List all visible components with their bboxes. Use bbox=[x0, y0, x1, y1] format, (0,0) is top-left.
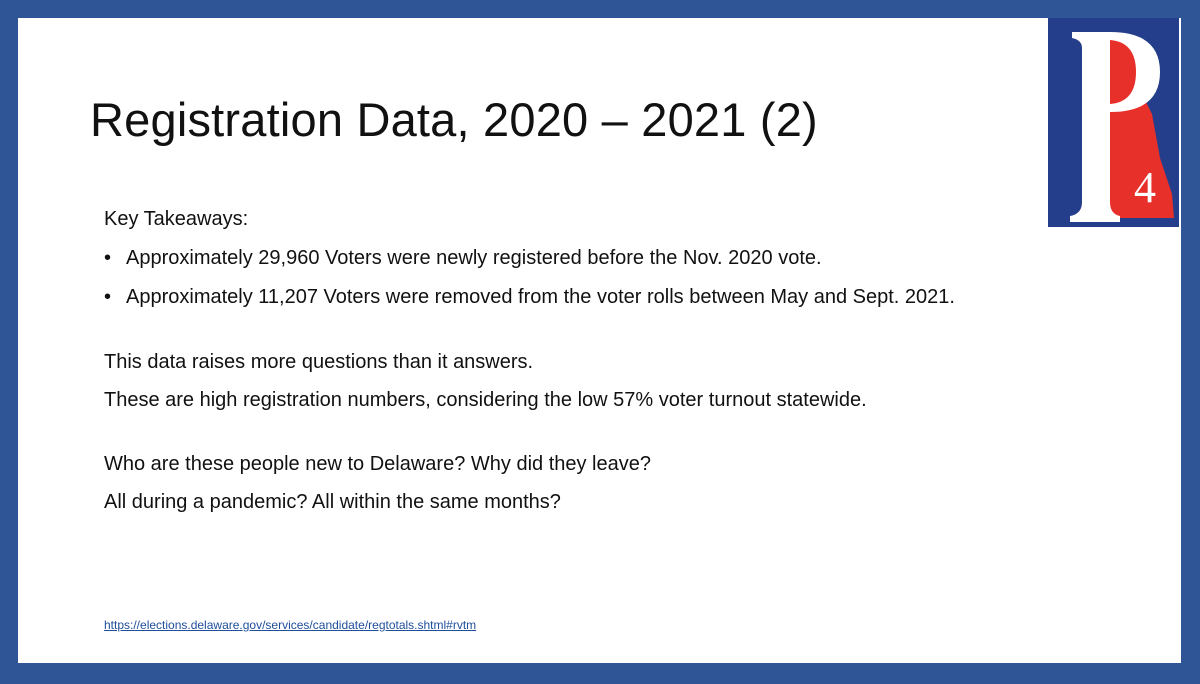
source-link[interactable]: https://elections.delaware.gov/services/candidate/regtotals.shtml#rvtm bbox=[104, 618, 477, 632]
p4-logo bbox=[1048, 18, 1179, 227]
paragraph-turnout: These are high registration numbers, considering the low 57% voter turnout statewide. bbox=[104, 389, 867, 411]
p4-delaware-logo-icon bbox=[1048, 18, 1179, 227]
key-takeaways-label: Key Takeaways: bbox=[104, 208, 249, 230]
slide-body bbox=[104, 206, 1044, 527]
slide bbox=[18, 18, 1181, 663]
paragraph-new-people: Who are these people new to Delaware? Why did they leave? bbox=[104, 453, 651, 475]
paragraph-pandemic: All during a pandemic? All within the same months? bbox=[104, 491, 561, 513]
paragraph-questions: This data raises more questions than it answers. bbox=[104, 351, 534, 373]
list-item: • Approximately 29,960 Voters were newly registered before the Nov. 2020 vote. bbox=[104, 245, 1044, 271]
takeaways-list bbox=[104, 245, 1044, 310]
slide-title: Registration Data, 2020 – 2021 (2) bbox=[90, 93, 818, 146]
logo-number: 4 bbox=[1134, 163, 1156, 212]
list-item: • Approximately 11,207 Voters were removed from the voter rolls between May and Sept. 2021. bbox=[104, 284, 1044, 310]
